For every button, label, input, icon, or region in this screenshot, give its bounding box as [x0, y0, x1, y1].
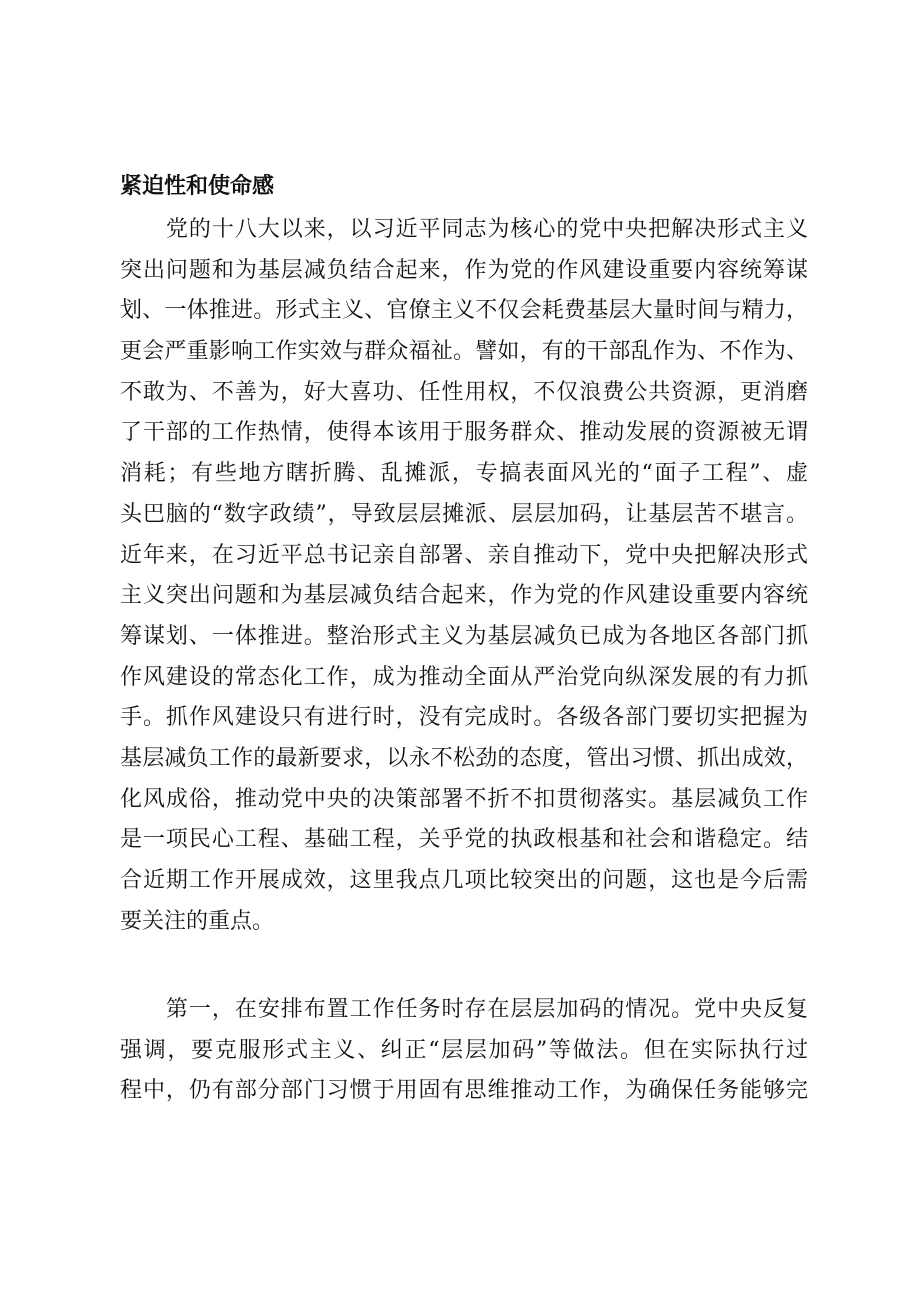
paragraph-line: 手。抓作风建设只有进行时，没有完成时。各级各部门要切实把握为 — [120, 705, 808, 731]
paragraph-line: 不敢为、不善为，好大喜功、任性用权，不仅浪费公共资源，更消磨 — [120, 379, 808, 405]
paragraph-1 — [120, 210, 808, 942]
paragraph-line: 更会严重影响工作实效与群众福祉。譬如，有的干部乱作为、不作为、 — [120, 339, 808, 365]
paragraph-line: 了干部的工作热情，使得本该用于服务群众、推动发展的资源被无谓 — [120, 420, 808, 446]
paragraph-line: 头巴脑的“数字政绩”，导致层层摊派、层层加码，让基层苦不堪言。 — [120, 501, 808, 527]
paragraph-line: 突出问题和为基层减负结合起来，作为党的作风建设重要内容统筹谋 — [120, 257, 808, 283]
paragraph-line: 近年来，在习近平总书记亲自部署、亲自推动下，党中央把解决形式 — [120, 542, 808, 568]
paragraph-line: 党的十八大以来，以习近平同志为核心的党中央把解决形式主义 — [120, 217, 808, 242]
paragraph-2 — [120, 990, 808, 1112]
paragraph-line: 是一项民心工程、基础工程，关乎党的执政根基和社会和谐稳定。结 — [120, 827, 808, 853]
section-heading: 紧迫性和使命感 — [120, 174, 275, 199]
paragraph-line: 划、一体推进。形式主义、官僚主义不仅会耗费基层大量时间与精力， — [120, 298, 808, 324]
paragraph-line: 主义突出问题和为基层减负结合起来，作为党的作风建设重要内容统 — [120, 583, 808, 609]
paragraph-line: 筹谋划、一体推进。整治形式主义为基层减负已成为各地区各部门抓 — [120, 623, 808, 649]
paragraph-line: 基层减负工作的最新要求，以永不松劲的态度，管出习惯、抓出成效， — [120, 745, 808, 771]
paragraph-line: 第一，在安排布置工作任务时存在层层加码的情况。党中央反复 — [120, 997, 808, 1022]
paragraph-line: 要关注的重点。 — [120, 908, 275, 934]
paragraph-line: 合近期工作开展成效，这里我点几项比较突出的问题，这也是今后需 — [120, 868, 808, 893]
paragraph-line: 化风成俗，推动党中央的决策部署不折不扣贯彻落实。基层减负工作 — [120, 786, 808, 812]
paragraph-line: 作风建设的常态化工作，成为推动全面从严治党向纵深发展的有力抓 — [120, 664, 808, 690]
paragraph-line: 程中，仍有部分部门习惯于用固有思维推动工作，为确保任务能够完 — [120, 1078, 808, 1104]
paragraph-line: 强调，要克服形式主义、纠正“层层加码”等做法。但在实际执行过 — [120, 1037, 808, 1063]
paragraph-line: 消耗；有些地方瞎折腾、乱摊派，专搞表面风光的“面子工程”、虚 — [120, 461, 808, 487]
